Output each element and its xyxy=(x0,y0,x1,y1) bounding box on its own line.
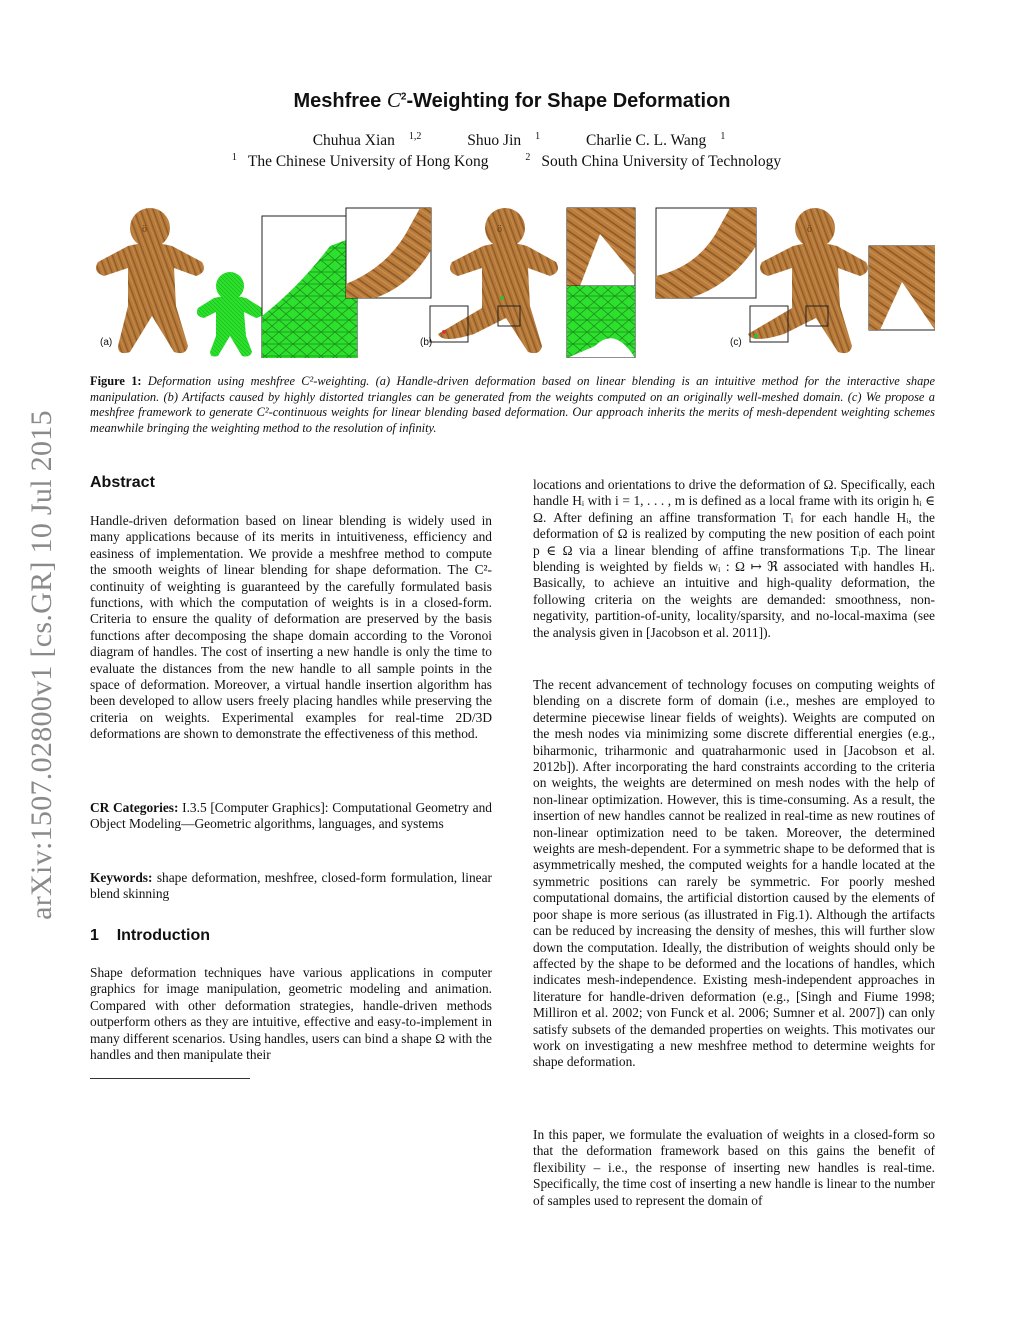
author-list xyxy=(0,131,1024,150)
abstract-text: Handle-driven deformation based on linear blending is widely used in many applications because of its merits in intuitiveness, efficiency and easiness of implementation. We provide a meshfree method to compute the smooth weights of linear blending for shape deformation. The C²-continuity of weighting is guaranteed by the carefully formulated basis functions, with which the computation of weights is in a closed-form. Criteria to ensure the quality of deformation are preserved by the basis functions after decomposing the shape domain according to the Voronoi diagram of handles. The cost of inserting a new handle is only the time to evaluate the distances from the new handle to all sample points in the space of deformation. Moreover, a virtual handle insertion algorithm has been developed to allow users freely placing handles while preserving the criteria on weights. Experimental examples for real-time 2D/3D deformations are shown to demonstrate the effectiveness of this method. xyxy=(90,513,492,742)
author: Shuo Jin $^1$ xyxy=(467,131,541,150)
keywords xyxy=(90,870,492,903)
figure-1-graphic xyxy=(90,206,935,358)
panel-label-b: (b) xyxy=(420,337,433,348)
affiliation: $^2$ South China University of Technology xyxy=(525,152,782,171)
cr-categories xyxy=(90,800,492,833)
caption-text: Deformation using meshfree C²-weighting. (a) Handle-driven deformation based on linear blending is an intuitive method for the interactive shape manipulation. (b) Artifacts caused by highly distorted triangles can be generated from the weights computed on an originally well-meshed domain. (c) We propose a meshfree framework to generate C²-continuous weights for linear blending based deformation. Our approach inherits the merits of mesh-dependent weighting schemes meanwhile bringing the weighting method to the resolution of infinity. xyxy=(90,374,935,435)
section-number: 1 xyxy=(90,927,99,944)
wood-zoom-b xyxy=(567,208,635,358)
figure-1 xyxy=(90,206,935,358)
wood-zoom-a xyxy=(346,208,431,298)
gingerbread-a xyxy=(96,208,204,353)
right-paragraph-2: The recent advancement of technology focuses on computing weights of blending on a discrete form of domain (i.e., meshes are employed to determine piecewise linear fields of weights). Weights are computed on the mesh nodes via minimizing some discrete differential energies (e.g., biharmonic, triharmonic and quatraharmonic used in [Jacobson et al. 2012b]). After incorporating the hard constraints according to the criteria on weights, the weights are determined on mesh nodes with the help of non-linear optimization. However, this is time-consuming. As a result, the insertion of new handles cannot be realized in real-time as new routines of non-linear optimization need to be taken. Moreover, the determined weights are mesh-dependent. For a symmetric shape to be deformed that is asymmetrically meshed, the computed weights for a handle located at the symmetric positions can rarely be symmetric. For poorly meshed computational domains, the artificial distortion caused by the elements of poor shape is more serious (as illustrated in Fig.1). Although the artifacts can be reduced by increasing the density of meshes, this will further slow down the computation. Ideally, the distribution of weights should only be affected by the shape to be deformed and the locations of handles, which indicates mesh-independence. Existing mesh-independent approaches in literature for handle-driven deformation (e.g., [Singh and Fiume 1998; Milliron et al. 2002; von Funck et al. 2006; Sumner et al. 2007]) can only satisfy subsets of the demanded properties on weights. This motivates our work on investigating a new meshfree method to determine weights for shape deformation. xyxy=(533,677,935,1070)
svg-text:ö: ö xyxy=(497,224,502,235)
svg-text:ö: ö xyxy=(807,224,812,235)
mesh-zoom-a xyxy=(262,216,357,358)
affiliation: $^1$ The Chinese University of Hong Kong xyxy=(231,152,489,171)
keywords-label: Keywords: xyxy=(90,870,153,885)
right-paragraph-1: locations and orientations to drive the deformation of Ω. Specifically, each handle Hᵢ with i = 1, . . . , m is defined as a local frame with its origin hᵢ ∈ Ω. After defining an affine transformation Tᵢ for each handle Hᵢ, the deformation of Ω is realized by computing the new position of each point p ∈ Ω via a linear blending of affine transformations Tᵢp. The linear blending is weighted by fields wᵢ : Ω ↦ ℜ associated with handles Hᵢ. Basically, to achieve an intuitive and high-quality deformation, the following criteria on the weights are demanded: smoothness, non-negativity, partition-of-unity, locality/sparsity, and no-local-maxima (see the analysis given in [Jacobson et al. 2011]). xyxy=(533,477,935,640)
abstract-heading: Abstract xyxy=(90,474,155,491)
title-part: Meshfree xyxy=(293,90,387,112)
figure-caption xyxy=(90,374,935,436)
svg-text:ö: ö xyxy=(142,224,147,235)
gingerbread-mesh xyxy=(197,272,263,357)
panel-label-c: (c) xyxy=(730,337,742,348)
title-math: C xyxy=(386,88,401,112)
arxiv-id: arXiv:1507.02800v1 [cs.GR] 10 Jul 2015 xyxy=(25,410,58,920)
wood-zoom-c xyxy=(656,208,756,298)
author: Chuhua Xian $^{1,2}$ xyxy=(312,131,422,150)
gingerbread-b xyxy=(430,208,558,353)
gingerbread-c xyxy=(748,208,868,353)
arxiv-stamp xyxy=(20,365,64,965)
paper-title xyxy=(0,88,1024,113)
title-part: -Weighting for Shape Deformation xyxy=(406,90,731,112)
author: Charlie C. L. Wang $^1$ xyxy=(586,131,726,150)
wood-zoom-c2 xyxy=(869,246,935,330)
keywords-text: shape deformation, meshfree, closed-form formulation, linear blend skinning xyxy=(90,870,492,902)
intro-heading xyxy=(90,927,210,945)
intro-paragraph: Shape deformation techniques have various applications in computer graphics for image manipulation, geometric modeling and animation. Compared with other deformation strategies, handle-driven methods outperform others as they are intuitive, effective and easy-to-implement in many different scenarios. Using handles, users can bind a shape Ω with the handles and then manipulate their xyxy=(90,965,492,1063)
cr-label: CR Categories: xyxy=(90,800,179,815)
panel-label-a: (a) xyxy=(100,337,113,348)
affiliation-list xyxy=(0,152,1024,171)
section-title: Introduction xyxy=(116,927,210,944)
right-paragraph-3: In this paper, we formulate the evaluation of weights in a closed-form so that the deformation framework based on this gains the benefit of flexibility – i.e., the response of inserting new handles is real-time. Specifically, the time cost of inserting a new handle is linear to the number of samples used to represent the domain of xyxy=(533,1127,935,1208)
footnote-rule xyxy=(90,1078,250,1079)
title-sup: 2 xyxy=(400,91,407,103)
caption-label: Figure 1: xyxy=(90,374,142,388)
cr-text: I.3.5 [Computer Graphics]: Computational Geometry and Object Modeling—Geometric algorithms, languages, and systems xyxy=(90,800,492,832)
